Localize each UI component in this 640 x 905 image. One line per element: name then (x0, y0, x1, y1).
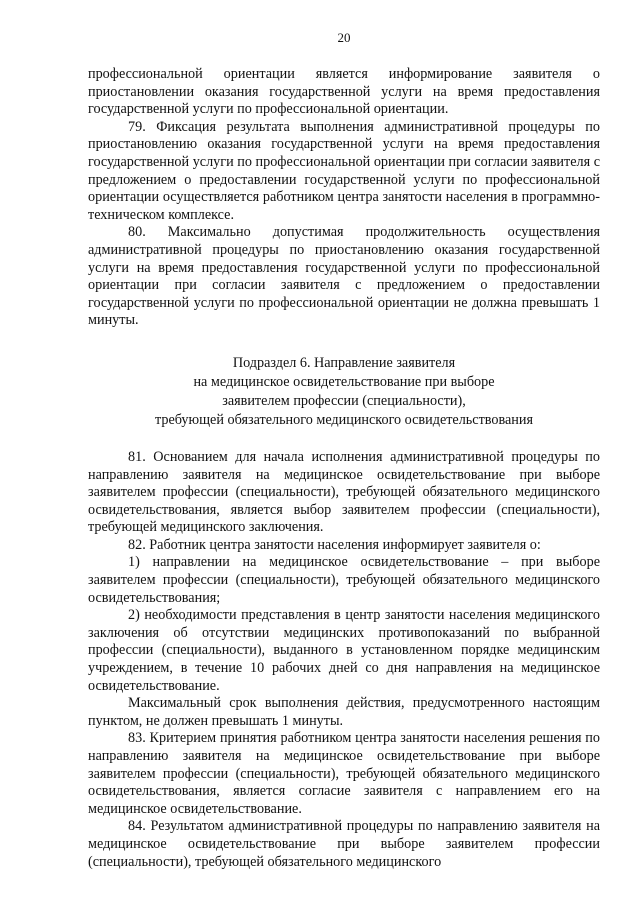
subsection-heading-line: требующей обязательного медицинского освидетельствования (154, 411, 533, 428)
subsection-heading-line: Подраздел 6. Направление заявителя (232, 354, 456, 371)
paragraph-79: 79. Фиксация результата выполнения административной процедуры по приостановлению оказания государственной услуги на время предоставления государственной услуги по профессиональной ориентации при согласии заявителя с предложением о предоставлении государственной услуги по профессиональной ориентации осуществляется работником центра занятости населения в программно-техническом комплексе. (88, 118, 600, 223)
paragraph-continuation: профессиональной ориентации является информирование заявителя о приостановлении оказания государственной услуги на время предоставления государственной услуги по профессиональной ориентации. (88, 66, 600, 118)
paragraph-82: 82. Работник центра занятости населения информирует заявителя о: (128, 536, 541, 553)
page-number: 20 (337, 30, 351, 45)
paragraph-80: 80. Максимально допустимая продолжительность осуществления административной процедуры по приостановлению оказания государственной услуги на время предоставления государственной услуги по профессиональной ориентации при согласии заявителя с предложением о предоставлении государственной услуги по профессиональной ориентации не должна превышать 1 минуты. (88, 224, 600, 329)
paragraph-82-item-2: 2) необходимости представления в центр занятости населения медицинского заключения об отсутствии медицинских противопоказаний по выбранной профессии (специальности), выданного в установленном порядке медицинским учреждением, в течение 10 рабочих дней со дня направления на медицинское освидетельствование. (88, 607, 600, 694)
bottom-text-block (88, 449, 600, 871)
subsection-heading (88, 354, 600, 430)
subsection-heading-line: заявителем профессии (специальности), (222, 392, 466, 409)
paragraph-81: 81. Основанием для начала исполнения административной процедуры по направлению заявителя на медицинское освидетельствование при выборе заявителем профессии (специальности), требующей обязательного медицинского освидетельствования, является выбор заявителем профессии (специальности), требующей медицинского заключения. (88, 448, 600, 536)
top-text-block (88, 66, 600, 330)
paragraph-82-item-1: 1) направлении на медицинское освидетельствование – при выборе заявителем профессии (специальности), требующей обязательного медицинского освидетельствования; (88, 554, 600, 606)
paragraph-84: 84. Результатом административной процедуры по направлению заявителя на медицинское освидетельствование при выборе заявителем профессии (специальности), требующей обязательного медицинского (88, 818, 600, 870)
subsection-heading-line: на медицинское освидетельствование при выборе (193, 373, 495, 390)
paragraph-83: 83. Критерием принятия работником центра занятости населения решения по направлению заявителя на медицинское освидетельствование при выборе заявителем профессии (специальности), требующей обязательного медицинского освидетельствования, является согласие заявителя с направлением его на медицинское освидетельствование. (88, 730, 600, 817)
paragraph-max-time: Максимальный срок выполнения действия, предусмотренного настоящим пунктом, не должен превышать 1 минуты. (88, 695, 600, 729)
